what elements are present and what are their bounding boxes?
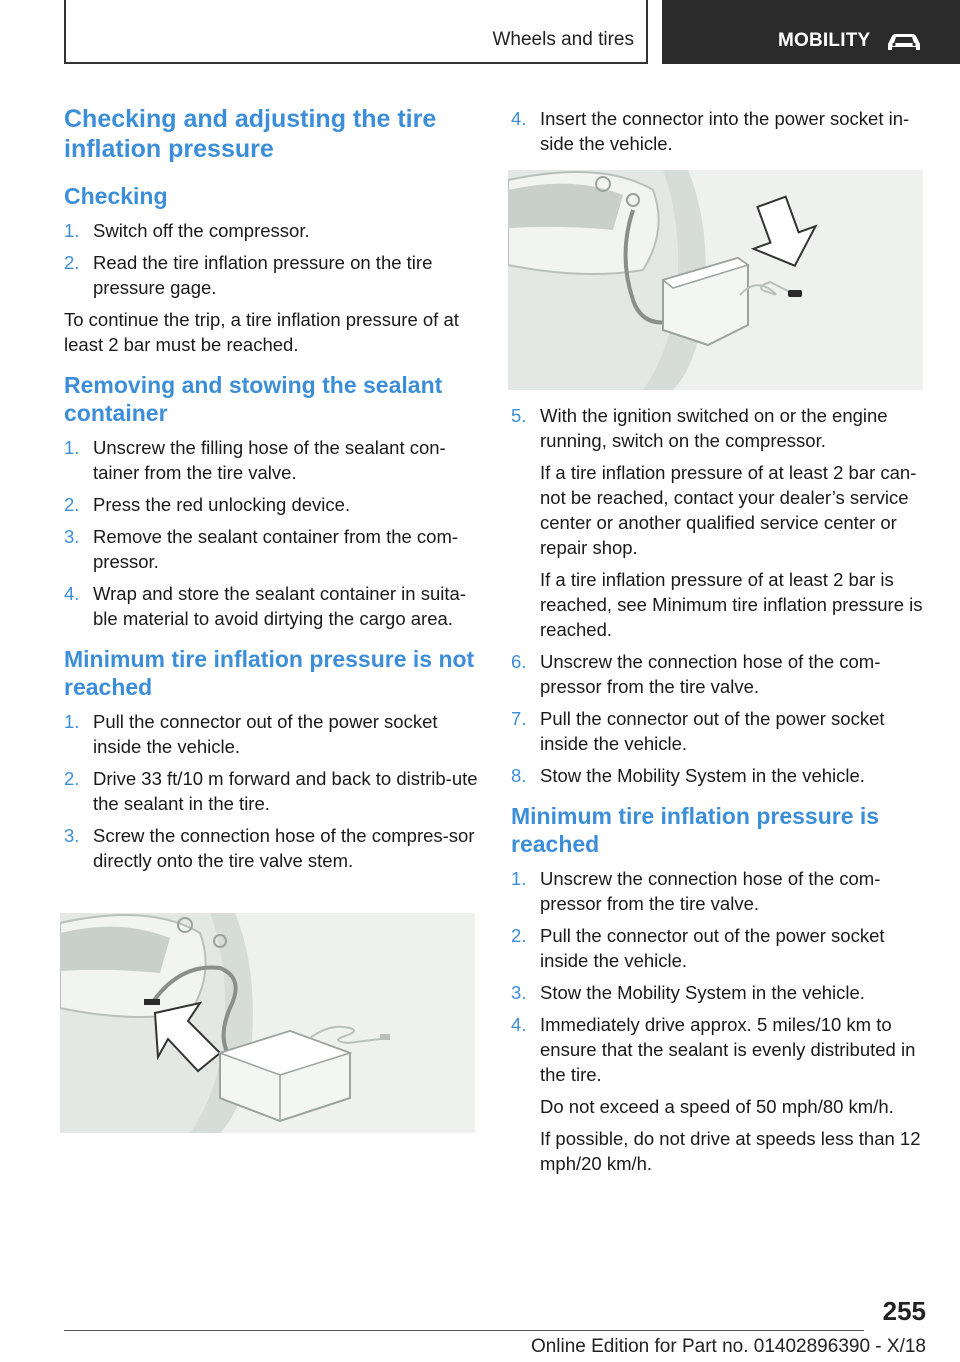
header-chapter-box [662,0,960,64]
list-item: 1. Unscrew the connection hose of the com‐pressor from the tire valve. [511,868,881,914]
list-item: 2. Drive 33 ft/10 m forward and back to distrib‐ute the sealant in the tire. [64,768,478,814]
list-item: 2. Press the red unlocking device. [64,494,351,515]
list-item: 3. Remove the sealant container from the com‐pressor. [64,526,459,572]
main-heading: Checking and adjusting the tire inflation pressure [64,105,437,163]
power-socket-illustration [508,170,923,390]
list-item: 1. Switch off the compressor. [64,220,310,241]
list-item: 7. Pull the connector out of the power socket inside the vehicle. [511,708,885,754]
list-item: 4. Wrap and store the sealant container in suita‐ble material to avoid dirtying the cargo area. [64,583,466,629]
list-item: 2. Pull the connector out of the power socket inside the vehicle. [511,925,885,971]
footer-divider [64,1330,864,1331]
list-item: 8. Stow the Mobility System in the vehicle. [511,765,865,786]
list-item: 4. Immediately drive approx. 5 miles/10 km to ensure that the sealant is evenly distributed in the tire. Do not exceed a speed of 50 mph/80 km/h. If possible, do not drive at speeds less than 12 mph/20 km/h. [511,1014,921,1174]
right-column [511,106,927,163]
reached-steps [511,866,927,1176]
not-reached-steps [64,709,480,873]
list-item: 1. Unscrew the filling hose of the sealant con‐tainer from the tire valve. [64,437,446,483]
chapter-title: MOBILITY [778,30,871,51]
list-item: 3. Screw the connection hose of the compres‐sor directly onto the tire valve stem. [64,825,475,871]
list-item: 1. Pull the connector out of the power socket inside the vehicle. [64,711,438,757]
list-item: 3. Stow the Mobility System in the vehicle. [511,982,865,1003]
list-item: 4. Insert the connector into the power socket in‐side the vehicle. [511,108,910,154]
checking-note: To continue the trip, a tire inflation pressure of at least 2 bar must be reached. [64,309,459,355]
steps-continued-a [511,106,927,156]
page-number: 255 [882,1296,926,1326]
left-column [64,100,480,880]
section-title: Wheels and tires [492,29,634,50]
not-reached-heading: Minimum tire inflation pressure is not reached [64,646,475,700]
header-section-box [64,0,648,64]
list-item: 5. With the ignition switched on or the engine running, switch on the compressor. If a tire inflation pressure of at least 2 bar can‐not be reached, contact your dealer’s service center or another qualified service center or repair shop. If a tire inflation pressure of at least 2 bar is reached, see Minimum tire inflation pressure is reached. [511,405,923,640]
checking-heading: Checking [64,183,168,209]
removing-heading: Removing and stowing the sealant container [64,372,443,426]
car-icon [884,30,924,54]
removing-steps [64,435,480,631]
reached-heading: Minimum tire inflation pressure is reached [511,803,880,857]
steps-continued-b [511,403,927,788]
list-item: 2. Read the tire inflation pressure on the tire pressure gage. [64,252,433,298]
compressor-valve-illustration [60,913,475,1133]
checking-steps [64,218,480,300]
list-item: 6. Unscrew the connection hose of the com‐pressor from the tire valve. [511,651,881,697]
edition-footer: Online Edition for Part no. 01402896390 - X/18 [530,1336,926,1357]
right-column-continued [511,403,927,1183]
